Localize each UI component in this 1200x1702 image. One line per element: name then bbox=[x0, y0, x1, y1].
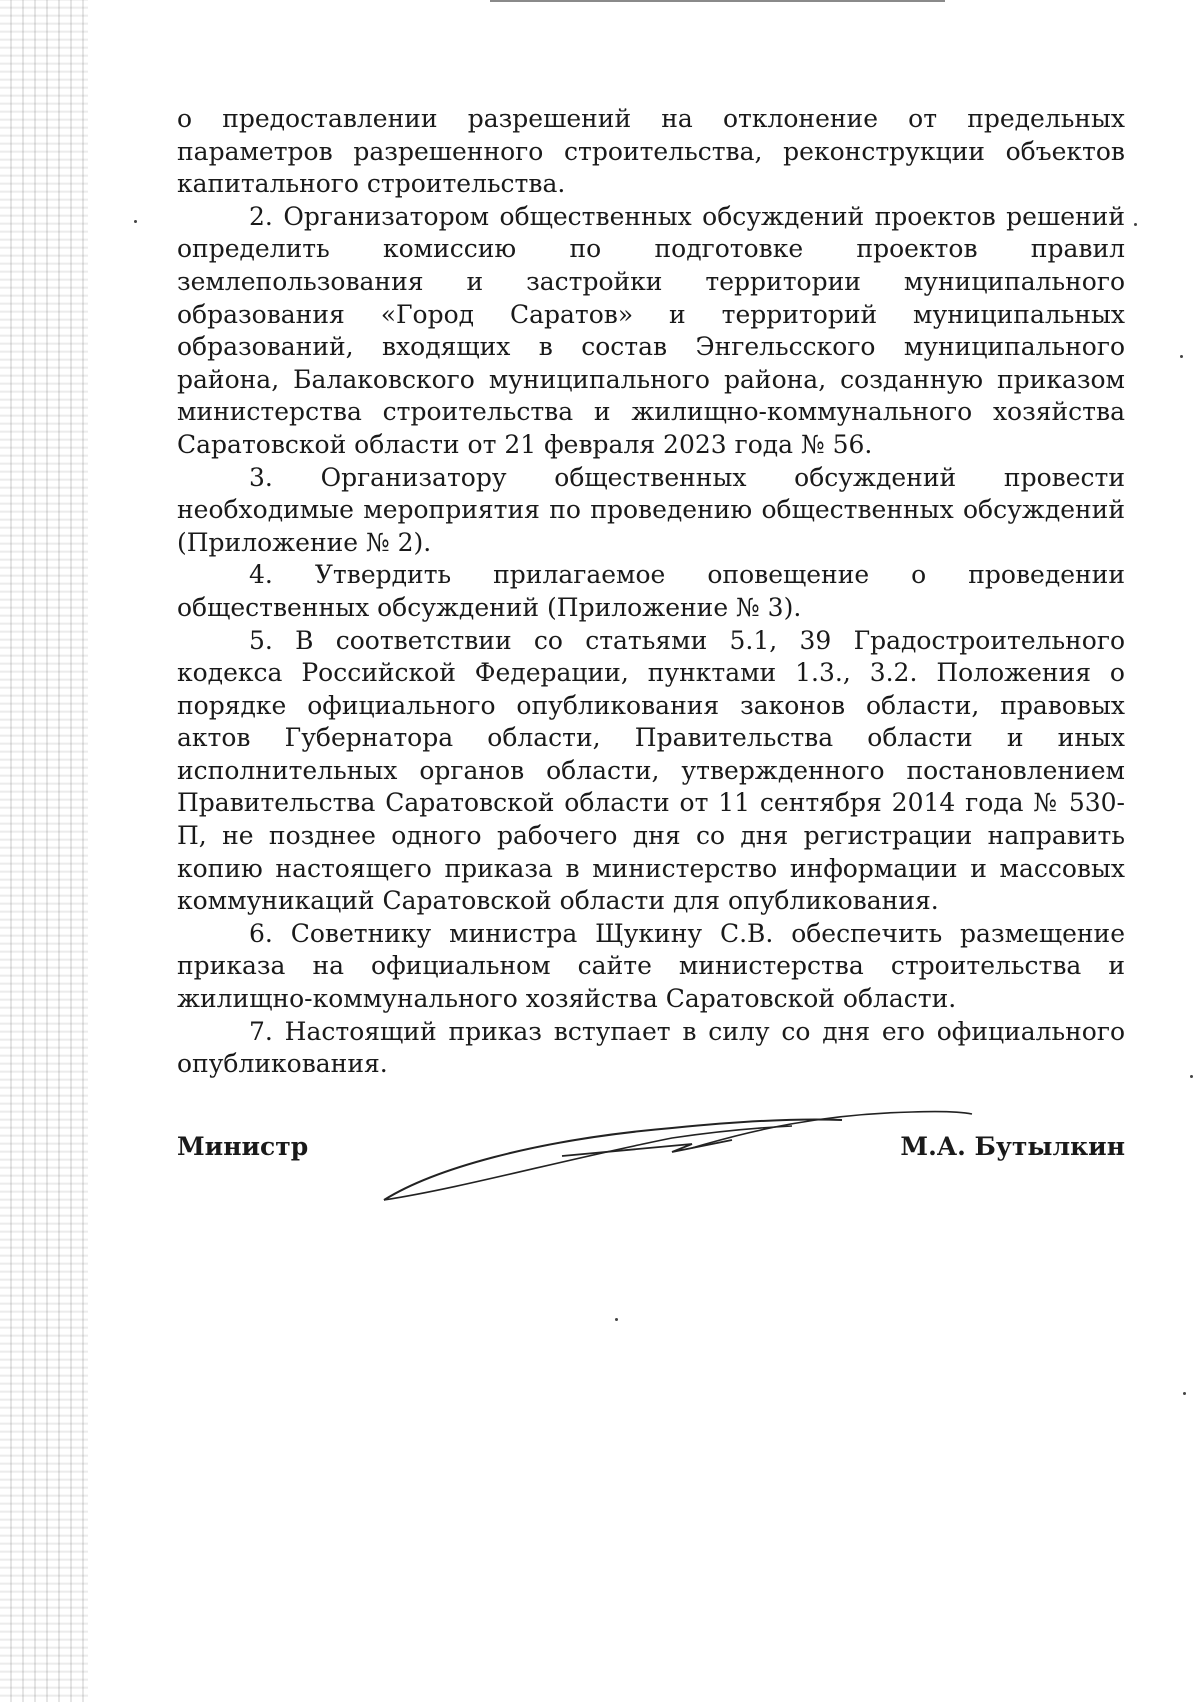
paragraph-4: 4. Утвердить прилагаемое оповещение о проведении общественных обсуждений (Приложение № 3). bbox=[177, 560, 1125, 622]
paragraph-3: 3. Организатору общественных обсуждений провести необходимые мероприятия по проведению общественных обсуждений (Приложение № 2). bbox=[177, 462, 1125, 557]
scan-speck bbox=[615, 1318, 618, 1321]
scan-speck bbox=[134, 220, 137, 223]
paragraph-7: 7. Настоящий приказ вступает в силу со дня его официального опубликования. bbox=[177, 1016, 1125, 1079]
scan-speck bbox=[1180, 355, 1183, 358]
paragraph-6: 6. Советнику министра Щукину С.В. обеспечить размещение приказа на официальном сайте министерства строительства и жилищно-коммунального хозяйства Саратовской области. bbox=[177, 918, 1125, 1014]
scan-speck bbox=[1134, 223, 1137, 226]
signatory-title: Министр bbox=[177, 1132, 309, 1161]
scan-edge-artifact bbox=[0, 0, 88, 1702]
paragraph-2: 2. Организатором общественных обсуждений проектов решений определить комиссию по подготовке проектов правил землепользования и застройки территории муниципального образования «Город Саратов» и территорий муниципальных образований, входящих в состав Энгельсского муниципального района, Балаковского муниципального района, созданную приказом министерства строительства и жилищно-коммунального хозяйства Саратовской области от 21 февраля 2023 года № 56. bbox=[177, 201, 1125, 459]
signatory-name: М.А. Бутылкин bbox=[900, 1132, 1125, 1161]
signature-block bbox=[177, 1120, 1125, 1210]
paragraph-1: о предоставлении разрешений на отклонение от предельных параметров разрешенного строительства, реконструкции объектов капитального строительства. bbox=[177, 104, 1125, 199]
paragraph-5: 5. В соответствии со статьями 5.1, 39 Градостроительного кодекса Российской Федерации, пунктами 1.3., 3.2. Положения о порядке официального опубликования законов области, правовых актов Губернатора области, Правительства области и иных исполнительных органов области, утвержденного постановлением Правительства Саратовской области от 11 сентября 2014 года № 530-П, не позднее одного рабочего дня со дня регистрации направить копию настоящего приказа в министерство информации и массовых коммуникаций Саратовской области для опубликования. bbox=[177, 625, 1125, 916]
top-rule bbox=[490, 0, 945, 2]
scan-speck bbox=[1183, 1392, 1186, 1395]
handwritten-signature bbox=[372, 1100, 992, 1210]
document-body bbox=[177, 103, 1125, 1081]
scan-speck bbox=[1190, 1075, 1193, 1078]
